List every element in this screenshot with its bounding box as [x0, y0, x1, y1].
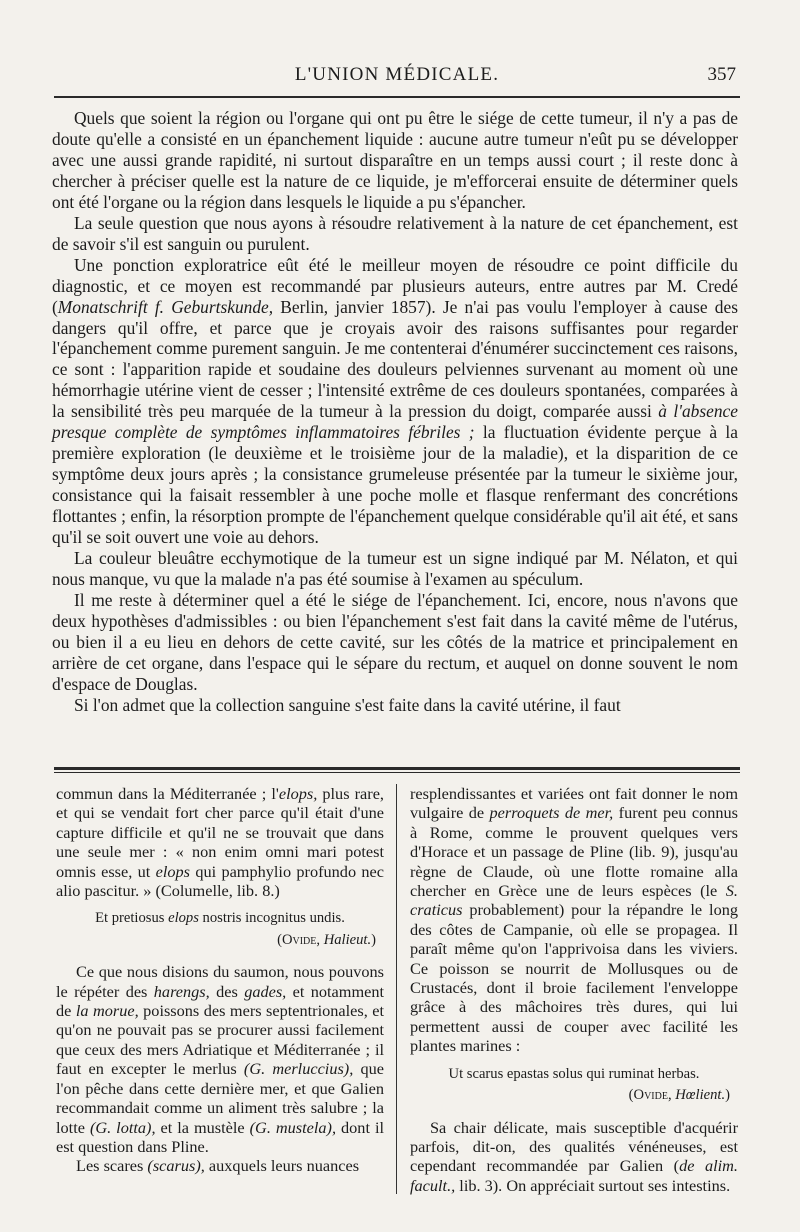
note-paragraph: resplendissantes et variées ont fait donner le nom vulgaire de perroquets de mer, furent peu connus à Rome, comme le prouvent quelques vers d'Horace et un passage de Pline (lib. 9), jusqu'au règne de Claude, où une flotte romaine alla chercher en Grèce une de leurs espèces (le S. craticus probablement) pour la répandre le long des côtes de Campanie, où elle se propagea. Il paraît même qu'on l'apprivoisa dans les viviers. Ce poisson se nourrit de Mollusques ou de Crustacés, dont il broie facilement l'enveloppe grâce à des mâchoires très dures, qui lui permettent aussi de couper avec facilité les plantes marines :	[410, 784, 738, 1056]
paragraph: Une ponction exploratrice eût été le meilleur moyen de résoudre ce point difficile du diagnostic, et ce moyen est recommandé par plusieurs auteurs, entre autres par M. Credé (Monatschrift f. Geburtskunde, Berlin, janvier 1857). Je n'ai pas voulu l'employer à cause des dangers qu'il offre, et parce que je croyais avoir des raisons suffisantes pour regarder l'épanchement comme purement sanguin. Je me contenterai d'énumérer succinctement ces raisons, ce sont : l'apparition rapide et soudaine des douleurs pelviennes survenant au moment où une hémorrhagie utérine vient de cesser ; l'intensité extrême de ces douleurs spontanées, comparées à la sensibilité très peu marquée de la tumeur à la pression du doigt, comparée aussi à l'absence presque complète de symptômes inflammatoires fébriles ; la fluctuation évidente perçue à la première exploration (le deuxième et le troisième jour de la maladie), et la disparition de ce symptôme deux jours après ; la consistance grumeleuse présentée par la tumeur le sixième jour, consistance qui la faisait ressembler à une poche molle et flasque renfermant des concrétions flottantes ; enfin, la résorption prompte de l'épanchement quelque considérable qu'il ait été, et sans qu'il se soit ouvert une voie au dehors.	[52, 254, 738, 548]
page-number: 357	[707, 64, 736, 85]
paragraph: Si l'on admet que la collection sanguine s'est faite dans la cavité utérine, il faut	[74, 694, 621, 715]
main-text	[52, 108, 738, 716]
quote-attribution: (Ovide, Hœlient.)	[628, 1087, 730, 1104]
paragraph: La couleur bleuâtre ecchymotique de la tumeur est un signe indiqué par M. Nélaton, et qui nous manque, vu que la malade n'a pas été soumise à l'examen au spéculum.	[52, 548, 738, 589]
note-paragraph: Les scares (scarus), auxquels leurs nuances	[76, 1156, 360, 1176]
page-header	[52, 62, 742, 90]
running-head: L'UNION MÉDICALE.	[294, 64, 500, 85]
column-divider	[396, 784, 397, 1194]
footnotes	[52, 784, 742, 1204]
quote-attribution: (Ovide, Halieut.)	[277, 931, 376, 948]
note-paragraph: Sa chair délicate, mais susceptible d'acquérir parfois, dit-on, des qualités vénéneuses, est cependant recommandée par Galien (de alim. facult., lib. 3). On appréciait surtout ses intestins.	[410, 1117, 739, 1195]
note-paragraph: Ce que nous disions du saumon, nous pouvons le répéter des harengs, des gades, et notamment de la morue, poissons des mers septentrionales, et qu'on ne pouvait pas se procurer aussi facilement que ceux des mers Adriatique et Méditerranée ; il faut en excepter le merlus (G. merluccius), que l'on pêche dans cette dernière mer, et que Galien recommandait comme un aliment très salubre ; la lotte (G. lotta), et la mustèle (G. mustela), dont il est question dans Pline.	[56, 962, 385, 1156]
header-rule	[54, 96, 740, 98]
paragraph: Quels que soient la région ou l'organe qui ont pu être le siége de cette tumeur, il n'y a pas de doute qu'elle a consisté en un épanchement liquide : aucune autre tumeur n'eût pu se développer avec une aussi grande rapidité, ni surtout disparaître en un temps aussi court ; il reste donc à chercher à préciser quelle est la nature de ce liquide, je m'efforcerai ensuite de déterminer quels ont été l'organe ou la région dans lesquels le liquide a pu s'épancher.	[52, 108, 738, 212]
note-paragraph: commun dans la Méditerranée ; l'elops, plus rare, et qui se vendait fort cher parce qu'il était d'une capture difficile et qu'il ne se trouvait que dans une seule mer : « non enim omni mari potest omnis esse, ut elops qui pamphylio profundo nec alio pascitur. » (Columelle, lib. 8.)	[56, 784, 384, 901]
paragraph: La seule question que nous ayons à résoudre relativement à la nature de cet épanchement, est de savoir s'il est sanguin ou purulent.	[52, 212, 738, 254]
notes-left-column	[56, 784, 384, 1176]
verse-quote: Et pretiosus elops nostris incognitus undis.	[95, 910, 345, 927]
notes-separator	[54, 767, 740, 773]
paragraph: Il me reste à déterminer quel a été le siége de l'épanchement. Ici, encore, nous n'avons que deux hypothèses d'admissibles : ou bien l'épanchement s'est fait dans la cavité même de l'utérus, ou bien il a eu lieu en dehors de cette cavité, sur les côtés de la matrice et principalement en arrière de cet organe, dans l'espace qui le sépare du rectum, et auquel on donne souvent le nom d'espace de Douglas.	[52, 589, 738, 694]
notes-right-column	[410, 784, 738, 1195]
verse-quote: Ut scarus epastas solus qui ruminat herbas.	[448, 1065, 700, 1082]
